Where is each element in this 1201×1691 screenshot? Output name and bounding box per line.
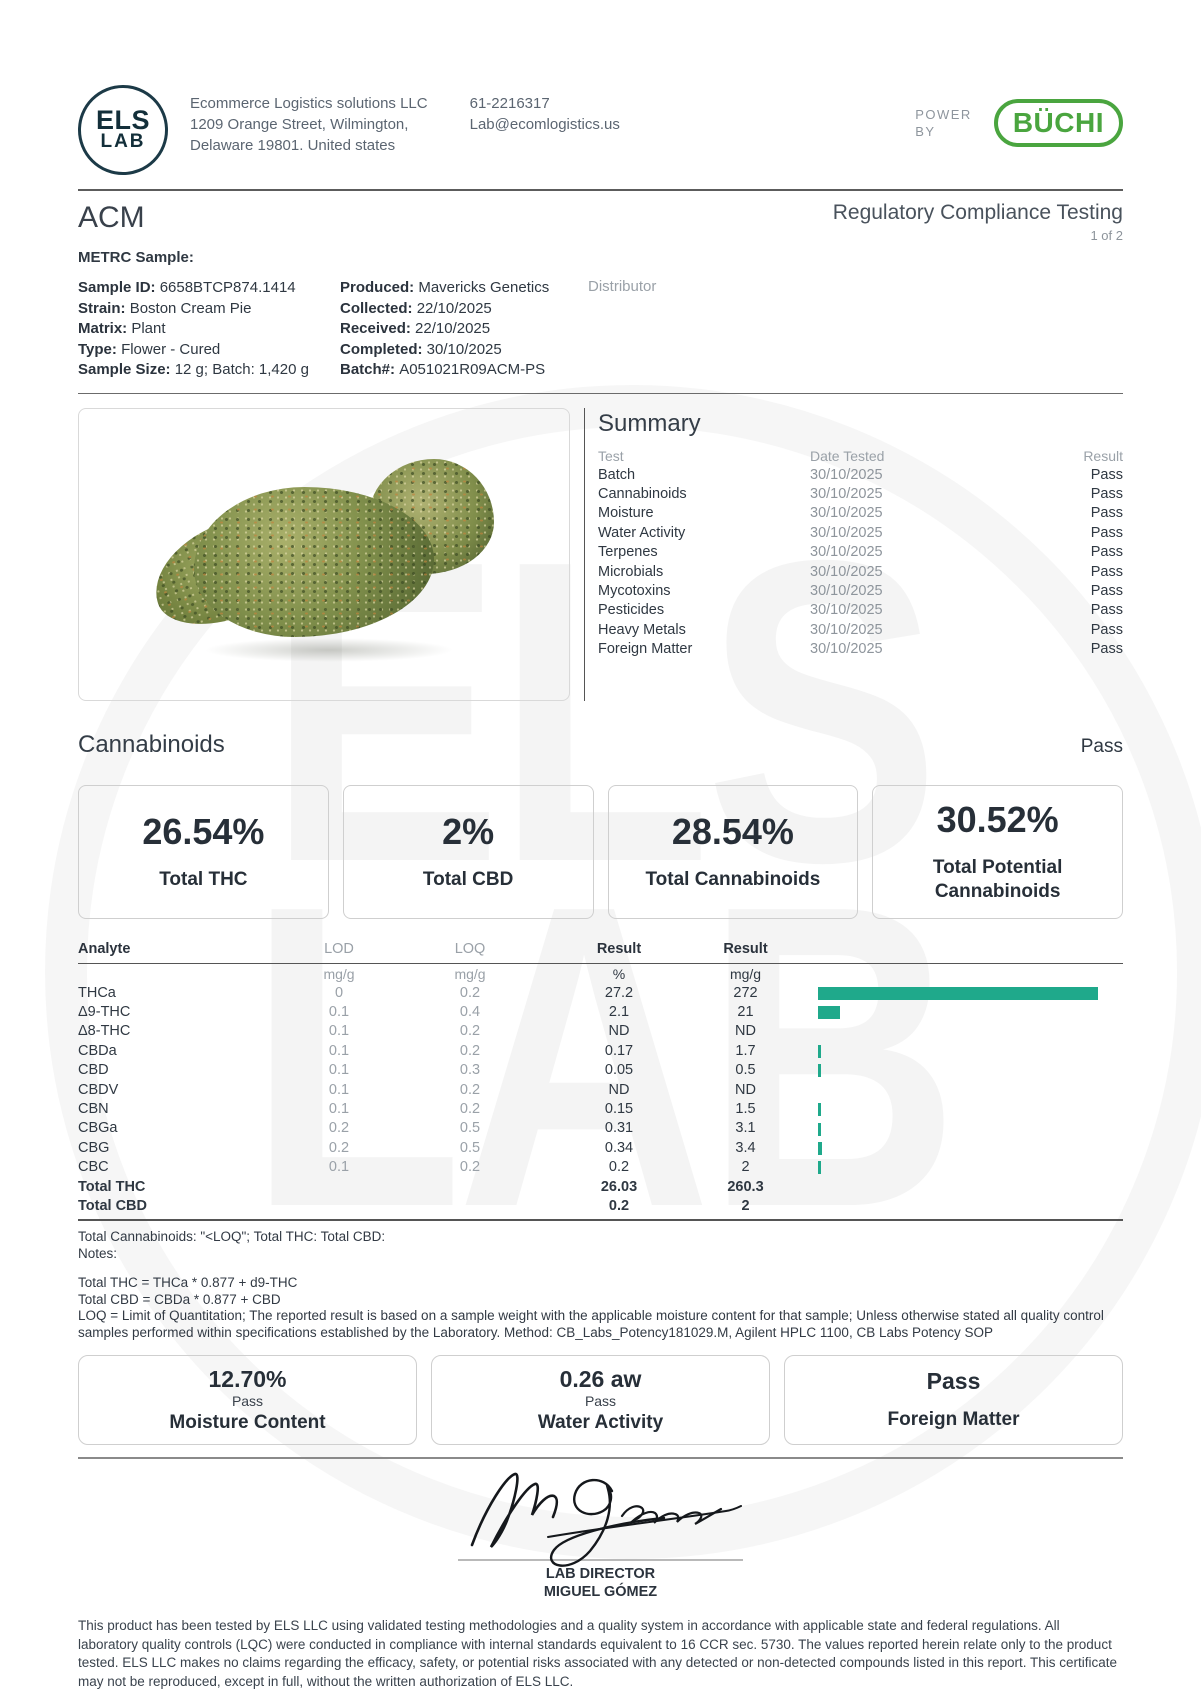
sample-field: Received: 22/10/2025: [340, 320, 491, 337]
lab-contact: [470, 93, 620, 135]
analyte-result-mg: 2: [741, 1159, 750, 1176]
lab-email: Lab@ecomlogistics.us: [469, 116, 620, 133]
product-photo: [78, 408, 570, 701]
result-box: [784, 1355, 1123, 1445]
notes-line1: Total Cannabinoids: "<LOQ"; Total THC: Total CBD:: [78, 1229, 386, 1245]
analyte-row: [78, 1197, 1123, 1216]
result-value: Pass: [926, 1368, 981, 1395]
lab-address: [190, 93, 428, 156]
stat-value: 30.52%: [936, 798, 1059, 840]
report-type-block: [833, 201, 1123, 243]
summary-test-name: Cannabinoids: [598, 485, 687, 502]
cannabinoids-title: Cannabinoids: [78, 730, 225, 758]
sample-field: Type: Flower - Cured: [78, 340, 221, 358]
sample-field-label: Batch#:: [340, 361, 400, 378]
summary-result: Pass: [1090, 621, 1123, 638]
analyte-result-pct: 0.05: [604, 1062, 634, 1079]
client-name: ACM: [78, 201, 145, 234]
analyte-lod: 0: [334, 984, 344, 1001]
notes-line4: Total CBD = CBDa * 0.877 + CBD: [78, 1291, 281, 1307]
disclaimer-text: This product has been tested by ELS LLC using validated testing methodologies and a quality system in accordance with applicable state and federal regulations. All laboratory quality controls (LQC) were conducted in compliance with internal standards equivalent to 16 CCR sec. 5730. The values reported herein relate only to the product tested. ELS LLC makes no claims regarding the efficacy, safety, or potential risks associated with any detected or non-detected compounds listed in this report. This certificate may not be reproduced, except in full, without the written authorization of ELS LLC.: [78, 1618, 1118, 1689]
analyte-lod: 0.1: [328, 1042, 350, 1059]
header-divider: [78, 189, 1123, 191]
summary-date-tested: 30/10/2025: [810, 582, 883, 599]
unit-loq: mg/g: [454, 965, 486, 982]
result-label: Moisture Content: [169, 1411, 326, 1433]
cannabis-bud-image: [134, 449, 514, 664]
page-indicator: 1 of 2: [1090, 228, 1123, 243]
notes-line5: LOQ = Limit of Quantitation; The reported result is based on a sample weight with the applicable moisture content for that sample; Unless otherwise stated all quality control samples performed within specifications established by the Laboratory. Method: CB_Labs_Potency181029.M, Agilent HPLC 1100, CB Labs Potency SOP: [78, 1308, 1104, 1340]
analyte-result-pct: 27.2: [604, 984, 634, 1001]
result-value: 12.70%: [208, 1365, 287, 1392]
analyte-lod: 0.1: [328, 1081, 350, 1098]
analyte-bar: [818, 987, 1098, 1000]
analyte-bar-cell: [798, 1139, 1123, 1158]
summary-section: [584, 408, 1123, 701]
signer-role: LAB DIRECTOR: [545, 1566, 656, 1583]
stat-value: 26.54%: [142, 810, 265, 852]
analyte-bar-cell: [798, 984, 1123, 1003]
notes-line2: Notes:: [78, 1245, 118, 1261]
analyte-loq: 0.3: [459, 1062, 481, 1079]
distributor-label: Distributor: [588, 278, 657, 295]
analyte-result-pct: 0.31: [604, 1120, 634, 1137]
analyte-result-pct: 2.1: [608, 1003, 630, 1020]
analyte-lod: 0.1: [328, 1023, 350, 1040]
sample-field: Collected: 22/10/2025: [340, 299, 492, 317]
sample-info-col1: [78, 278, 340, 381]
analyte-name: CBDa: [78, 1042, 117, 1059]
logo-lab-text: LAB: [100, 131, 146, 152]
analyte-row: [78, 1178, 1123, 1197]
unit-result-mg: mg/g: [729, 965, 762, 982]
analyte-bar-cell: [798, 1119, 1123, 1138]
analyte-loq: 0.5: [459, 1120, 481, 1137]
analyte-result-mg: 260.3: [727, 1178, 764, 1195]
summary-date-tested: 30/10/2025: [810, 505, 883, 522]
analyte-lod: 0.1: [328, 1003, 350, 1020]
result-boxes: [78, 1355, 1123, 1445]
notes-line3: Total THC = THCa * 0.877 + d9-THC: [78, 1275, 298, 1291]
result-status: Pass: [231, 1392, 264, 1409]
analyte-loq: 0.2: [459, 1159, 481, 1176]
analyte-loq: 0.2: [459, 1081, 481, 1098]
company-address-line1: 1209 Orange Street, Wilmington,: [190, 116, 409, 133]
sample-field: Completed: 30/10/2025: [340, 340, 502, 358]
summary-test-name: Microbials: [598, 563, 664, 580]
summary-rows: [598, 466, 1123, 660]
analyte-name: Total CBD: [78, 1197, 148, 1214]
analyte-loq: 0.2: [459, 1023, 481, 1040]
analyte-name: Total THC: [78, 1178, 146, 1195]
analyte-result-pct: 26.03: [600, 1178, 638, 1195]
analyte-bar-cell: [798, 1003, 1123, 1022]
report-title: Regulatory Compliance Testing: [832, 201, 1123, 224]
lab-phone: 61-2216317: [469, 95, 550, 112]
analyte-result-mg: 0.5: [735, 1062, 756, 1079]
analyte-row: [78, 1003, 1123, 1022]
analyte-loq: 0.5: [459, 1139, 481, 1156]
analyte-name: Δ8-THC: [78, 1023, 131, 1040]
analyte-result-pct: 0.15: [604, 1100, 634, 1117]
analyte-header-divider: [78, 963, 1123, 964]
analyte-units-row: [78, 965, 1123, 984]
footer-divider: [78, 1457, 1123, 1459]
analyte-lod: 0.1: [328, 1062, 350, 1079]
cannabinoid-stat-box: [343, 785, 594, 919]
metrc-sample-label: METRC Sample:: [78, 249, 194, 266]
analyte-name: CBDV: [78, 1081, 119, 1098]
summary-date-tested: 30/10/2025: [810, 641, 883, 658]
summary-row: [598, 466, 1123, 485]
analyte-lod: 0.2: [328, 1139, 350, 1156]
analyte-result-pct: 0.34: [604, 1139, 634, 1156]
summary-result: Pass: [1090, 524, 1123, 541]
signer-name: MIGUEL GÓMEZ: [543, 1584, 658, 1601]
analyte-row: [78, 1119, 1123, 1138]
sample-field-label: Produced:: [340, 279, 419, 296]
sample-field: Produced: Mavericks Genetics: [340, 279, 550, 296]
analyte-result-mg: 3.4: [735, 1139, 756, 1156]
analyte-result-mg: ND: [735, 1023, 756, 1040]
summary-row: [598, 543, 1123, 562]
analyte-rows: [78, 984, 1123, 1217]
analyte-lod: 0.1: [328, 1159, 350, 1176]
analyte-table: [78, 937, 1123, 1222]
analyte-row: [78, 1042, 1123, 1061]
analyte-lod: 0.2: [328, 1120, 350, 1137]
analyte-result-mg: ND: [735, 1081, 756, 1098]
signature-image: [436, 1461, 766, 1573]
analyte-row: [78, 984, 1123, 1003]
analyte-result-pct: ND: [608, 1081, 630, 1098]
cannabinoid-stat-box: [608, 785, 859, 919]
logo-els-text: ELS: [95, 105, 150, 135]
analyte-bar: [818, 1123, 821, 1136]
summary-test-name: Mycotoxins: [598, 582, 671, 599]
summary-row: [598, 601, 1123, 620]
analyte-result-mg: 1.7: [735, 1042, 756, 1059]
summary-row: [598, 621, 1123, 640]
header: [78, 0, 1123, 175]
summary-header-date: Date Tested: [810, 447, 885, 464]
sample-field-label: Matrix:: [78, 320, 132, 337]
analyte-bar-cell: [798, 1042, 1123, 1061]
analyte-result-pct: ND: [608, 1023, 630, 1040]
analyte-row: [78, 1158, 1123, 1177]
result-box: [78, 1355, 417, 1445]
summary-row: [598, 563, 1123, 582]
sample-info: [78, 278, 1123, 393]
signature-line: [458, 1559, 743, 1561]
unit-result-pct: %: [612, 965, 626, 982]
col-result-pct: Result: [596, 940, 642, 957]
summary-test-name: Terpenes: [598, 544, 658, 561]
summary-test-name: Water Activity: [598, 524, 686, 541]
analyte-name: CBN: [78, 1100, 109, 1117]
bud-shadow: [204, 638, 454, 662]
sample-field-label: Sample Size:: [78, 361, 175, 378]
col-lod: LOD: [324, 940, 354, 957]
summary-header-test: Test: [598, 447, 624, 464]
analyte-result-pct: 0.2: [608, 1197, 630, 1214]
notes-block: [78, 1229, 1123, 1341]
summary-test-name: Moisture: [598, 505, 654, 522]
analyte-result-mg: 21: [737, 1003, 754, 1020]
sample-field: Strain: Boston Cream Pie: [78, 299, 252, 317]
analyte-row: [78, 1022, 1123, 1041]
stat-label: Total Cannabinoids: [645, 868, 821, 890]
cannabinoid-stat-box: [872, 785, 1123, 919]
result-value: 0.26 aw: [559, 1365, 642, 1392]
summary-row: [598, 504, 1123, 523]
media-row: [78, 408, 1123, 701]
cannabinoids-status: Pass: [1080, 735, 1123, 757]
summary-row: [598, 640, 1123, 659]
summary-result: Pass: [1090, 485, 1123, 502]
result-box: [431, 1355, 770, 1445]
sample-field: Sample ID: 6658BTCP874.1414: [78, 279, 296, 296]
analyte-loq: 0.2: [459, 1100, 481, 1117]
summary-test-name: Foreign Matter: [598, 641, 693, 658]
title-row: [78, 201, 1123, 243]
sample-info-col2: [340, 278, 588, 381]
sample-field-label: Collected:: [340, 299, 417, 317]
analyte-row: [78, 1081, 1123, 1100]
col-analyte: Analyte: [78, 940, 131, 957]
summary-date-tested: 30/10/2025: [810, 466, 883, 483]
summary-result: Pass: [1090, 582, 1123, 599]
analyte-row: [78, 1139, 1123, 1158]
analyte-bar: [818, 1103, 821, 1116]
analyte-row: [78, 1100, 1123, 1119]
analyte-bar-cell: [798, 1022, 1123, 1041]
summary-date-tested: 30/10/2025: [810, 485, 883, 502]
analyte-lod: 0.1: [328, 1100, 350, 1117]
analyte-bar-cell: [798, 1061, 1123, 1080]
analyte-result-mg: 1.5: [735, 1100, 756, 1117]
powered-by-block: [915, 99, 1123, 147]
summary-title: Summary: [598, 409, 701, 437]
signature-block: [78, 1461, 1123, 1601]
stat-label: Total Potential Cannabinoids: [932, 856, 1063, 902]
summary-date-tested: 30/10/2025: [810, 544, 883, 561]
stat-label: Total CBD: [422, 868, 514, 890]
buchi-logo: BÜCHI: [994, 99, 1123, 147]
els-lab-logo: [78, 85, 168, 175]
unit-lod: mg/g: [323, 965, 355, 982]
summary-date-tested: 30/10/2025: [810, 524, 883, 541]
sample-divider: [78, 393, 1123, 394]
cannabinoids-section-header: [78, 731, 1123, 759]
col-loq: LOQ: [454, 940, 486, 957]
analyte-result-pct: 0.2: [608, 1159, 630, 1176]
analyte-bar-cell: [798, 1178, 1123, 1197]
cannabinoid-stat-boxes: [78, 785, 1123, 919]
analyte-name: CBGa: [78, 1120, 118, 1137]
sample-field-label: Completed:: [340, 340, 427, 358]
stat-label: Total THC: [159, 868, 248, 890]
summary-date-tested: 30/10/2025: [810, 563, 883, 580]
bud-main-body: [194, 487, 434, 637]
result-label: Foreign Matter: [887, 1409, 1020, 1431]
summary-row: [598, 524, 1123, 543]
analyte-bar: [818, 1161, 821, 1174]
company-name: Ecommerce Logistics solutions LLC: [190, 95, 428, 112]
summary-result: Pass: [1090, 563, 1123, 580]
analyte-table-bottom-rule: [78, 1219, 1123, 1221]
result-status: Pass: [584, 1392, 617, 1409]
analyte-name: THCa: [78, 984, 116, 1001]
sample-field: Batch#: A051021R09ACM-PS: [340, 361, 546, 378]
analyte-bar: [818, 1142, 822, 1155]
sample-field-label: Strain:: [78, 299, 130, 317]
cannabinoid-stat-box: [78, 785, 329, 919]
analyte-name: Δ9-THC: [78, 1003, 131, 1020]
summary-result: Pass: [1090, 602, 1123, 619]
sample-field: Matrix: Plant: [78, 320, 166, 337]
sample-field-label: Sample ID:: [78, 279, 160, 296]
analyte-row: [78, 1061, 1123, 1080]
analyte-result-pct: 0.17: [604, 1042, 634, 1059]
analyte-name: CBD: [78, 1062, 109, 1079]
analyte-result-mg: 3.1: [735, 1120, 756, 1137]
summary-row: [598, 582, 1123, 601]
analyte-header-row: [78, 937, 1123, 961]
analyte-bar-cell: [798, 1158, 1123, 1177]
analyte-bar-cell: [798, 1197, 1123, 1216]
col-result-mg: Result: [723, 940, 768, 957]
summary-result: Pass: [1090, 505, 1123, 522]
sample-field: Sample Size: 12 g; Batch: 1,420 g: [78, 361, 309, 378]
summary-row: [598, 485, 1123, 504]
summary-header-result: Result: [1083, 447, 1123, 464]
analyte-result-mg: 2: [741, 1197, 750, 1214]
analyte-bar-cell: [798, 1081, 1123, 1100]
power-by-label: POWER BY: [915, 107, 972, 139]
analyte-bar: [818, 1045, 821, 1058]
analyte-loq: 0.4: [459, 1003, 481, 1020]
summary-result: Pass: [1090, 641, 1123, 658]
summary-result: Pass: [1090, 544, 1123, 561]
sample-field-label: Received:: [340, 320, 416, 337]
summary-header-row: [598, 446, 1123, 466]
stat-value: 28.54%: [671, 810, 794, 852]
analyte-result-mg: 272: [733, 984, 758, 1001]
result-label: Water Activity: [537, 1411, 664, 1433]
summary-test-name: Heavy Metals: [598, 621, 686, 638]
analyte-name: CBG: [78, 1139, 110, 1156]
summary-test-name: Batch: [598, 466, 636, 483]
analyte-bar: [818, 1064, 821, 1077]
sample-field-label: Type:: [78, 340, 122, 358]
summary-result: Pass: [1090, 466, 1123, 483]
analyte-name: CBC: [78, 1159, 109, 1176]
analyte-bar-cell: [798, 1100, 1123, 1119]
summary-test-name: Pesticides: [598, 602, 665, 619]
analyte-loq: 0.2: [459, 984, 481, 1001]
stat-value: 2%: [442, 810, 495, 852]
company-address-line2: Delaware 19801. United states: [190, 137, 396, 154]
summary-date-tested: 30/10/2025: [810, 602, 883, 619]
summary-date-tested: 30/10/2025: [810, 621, 883, 638]
analyte-loq: 0.2: [459, 1042, 481, 1059]
analyte-bar: [818, 1006, 840, 1019]
